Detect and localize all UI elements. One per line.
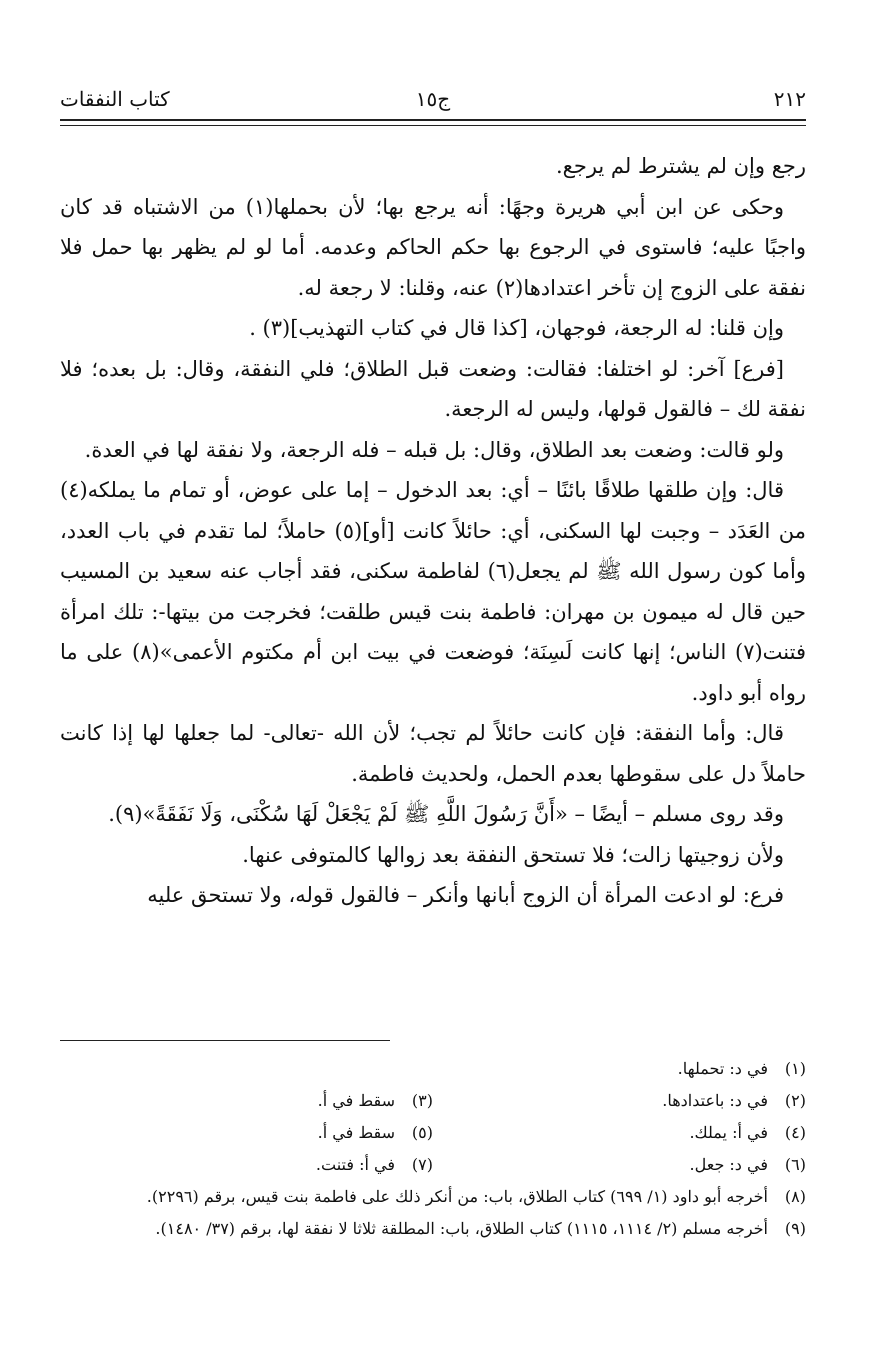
footnote-number: (٦)	[784, 1155, 806, 1174]
footnote	[60, 1117, 433, 1149]
running-header	[60, 84, 806, 114]
paragraph: وحكى عن ابن أبي هريرة وجهًا: أنه يرجع بها؛ لأن بحملها(١) من الاشتباه قد كان واجبًا عليه؛ فاستوى في الرجوع بها حكم الحاكم وعدمه. أما لو لم يظهر بها حمل فلا نفقة على الزوج إن تأخر اعتدادها(٢) عنه، وقلنا: لا رجعة له.	[60, 194, 806, 300]
page-number: ٢١٢	[773, 87, 806, 111]
footnote-text: أخرجه أبو داود (١/ ٦٩٩) كتاب الطلاق، باب: من أنكر ذلك على فاطمة بنت قيس، برقم (٢٢٩٦).	[146, 1187, 768, 1206]
footnote-number: (٨)	[784, 1187, 806, 1206]
footnote	[60, 1213, 806, 1245]
footnote-text: سقط في أ.	[317, 1123, 395, 1142]
footnote	[433, 1149, 806, 1181]
main-text	[60, 146, 806, 916]
footnote-text: في د: باعتدادها.	[662, 1091, 768, 1110]
paragraph: قال: وأما النفقة: فإن كانت حائلاً لم تجب؛ لأن الله -تعالى- لما جعلها لها إذا كانت حاملاً دل على سقوطها بعدم الحمل، ولحديث فاطمة.	[60, 721, 806, 786]
footnote-number: (٣)	[411, 1091, 433, 1110]
footnote-number: (٢)	[784, 1091, 806, 1110]
footnote-number: (١)	[784, 1059, 806, 1078]
footnote-number: (٩)	[784, 1219, 806, 1238]
paragraph: قال: وإن طلقها طلاقًا بائنًا – أي: بعد الدخول – إما على عوض، أو تمام ما يملكه(٤) من العَدَد – وجبت لها السكنى، أي: حائلاً كانت [أو](٥) حاملاً؛ لما تقدم في باب العدد، وأما كون رسول الله ﷺ لم يجعل(٦) لفاطمة سكنى، فقد أجاب عنه سعيد بن المسيب حين قال له ميمون بن مهران: فاطمة بنت قيس طلقت؛ فخرجت من بيتها-: تلك امرأة فتنت(٧) الناس؛ إنها كانت لَسِنَة؛ فوضعت في بيت ابن أم مكتوم الأعمى»(٨) على ما رواه أبو داود.	[60, 478, 806, 705]
paragraph: رجع وإن لم يشترط لم يرجع.	[555, 154, 806, 178]
paragraph: وإن قلنا: له الرجعة، فوجهان، [كذا قال في كتاب التهذيب](٣) .	[249, 316, 784, 340]
paragraph: [فرع] آخر: لو اختلفا: فقالت: وضعت قبل الطلاق؛ فلي النفقة، وقال: بل بعده؛ فلا نفقة لك – فالقول قولها، وليس له الرجعة.	[60, 356, 806, 421]
footnote-row	[60, 1053, 806, 1085]
footnote-text: في د: تحملها.	[677, 1059, 768, 1078]
footnote-separator	[60, 1040, 390, 1041]
footnote-text: أخرجه مسلم (٢/ ١١١٤، ١١١٥) كتاب الطلاق، باب: المطلقة ثلاثا لا نفقة لها، برقم (٣٧/ ١٤٨٠).	[155, 1219, 768, 1238]
footnote-number: (٥)	[411, 1123, 433, 1142]
footnote	[60, 1181, 806, 1213]
paragraph: وقد روى مسلم – أيضًا – «أَنَّ رَسُولَ اللَّهِ ﷺ لَمْ يَجْعَلْ لَهَا سُكْنَى، وَلَا نَفَقَةً»(٩).	[108, 802, 784, 826]
footnote-text: في أ: فتنت.	[315, 1155, 395, 1174]
paragraph: فرع: لو ادعت المرأة أن الزوج أبانها وأنكر – فالقول قوله، ولا تستحق عليه	[147, 883, 784, 907]
footnote-row	[60, 1085, 806, 1117]
paragraph: ولو قالت: وضعت بعد الطلاق، وقال: بل قبله – فله الرجعة، ولا نفقة لها في العدة.	[84, 437, 784, 462]
paragraph: ولأن زوجيتها زالت؛ فلا تستحق النفقة بعد زوالها كالمتوفى عنها.	[242, 842, 784, 867]
footnote-text: في أ: يملك.	[689, 1123, 768, 1142]
footnote-number: (٤)	[784, 1123, 806, 1142]
footnote-text: في د: جعل.	[689, 1155, 768, 1174]
footnote	[433, 1117, 806, 1149]
footnote	[60, 1085, 433, 1117]
footnote-row	[60, 1117, 806, 1149]
footnote	[60, 1149, 433, 1181]
volume-label: ج١٥	[415, 87, 451, 111]
footnote	[433, 1053, 806, 1085]
footnote-number: (٧)	[411, 1155, 433, 1174]
footnote-text: سقط في أ.	[317, 1091, 395, 1110]
book-title: كتاب النفقات	[60, 87, 170, 111]
header-rule-thick	[60, 119, 806, 121]
header-rule-thin	[60, 125, 806, 126]
footnotes	[60, 1053, 806, 1245]
footnote	[433, 1085, 806, 1117]
document-page	[60, 0, 806, 1371]
footnote-row	[60, 1149, 806, 1181]
